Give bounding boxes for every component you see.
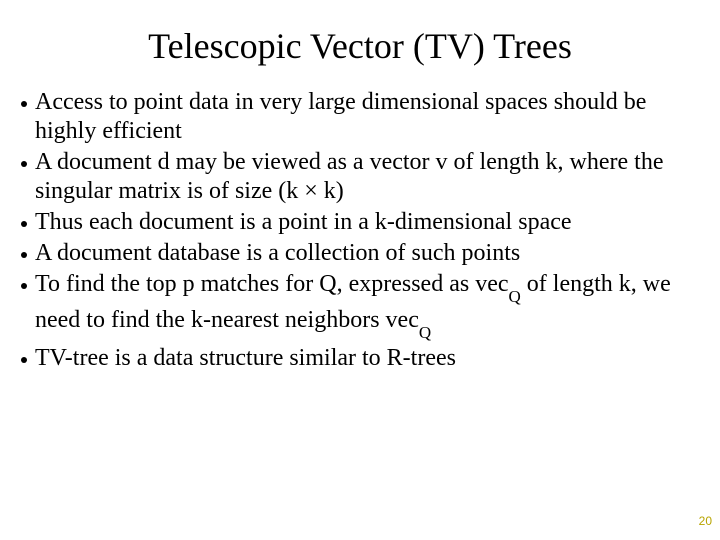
bullet-item	[0, 344, 720, 373]
bullet-item	[0, 270, 720, 342]
subscript-text: Q	[508, 286, 521, 306]
bullet-item	[0, 208, 720, 237]
bullet-text: TV-tree is a data structure similar to R-trees	[35, 344, 456, 371]
bullet-text: To find the top p matches for Q, expressed as vec	[35, 271, 509, 297]
bullet-text: A document d may be viewed as a vector v of length k, where the singular matrix is of size (k × k)	[35, 149, 664, 204]
bullet-icon	[21, 283, 27, 289]
subscript-text: Q	[418, 322, 432, 342]
slide-title: Telescopic Vector (TV) Trees	[148, 26, 572, 66]
bullet-item	[0, 88, 720, 146]
page-number: 20	[698, 514, 712, 528]
bullet-icon	[21, 357, 27, 363]
bullet-item	[0, 239, 720, 268]
bullet-icon	[21, 221, 27, 227]
bullet-text: A document database is a collection of such points	[35, 240, 521, 266]
bullet-icon	[21, 252, 27, 258]
bullet-text: Thus each document is a point in a k-dimensional space	[35, 209, 572, 235]
bullet-list	[0, 88, 720, 375]
bullet-text: of length k, we need to find the k-nearest neighbors vec	[35, 271, 671, 333]
bullet-icon	[21, 101, 27, 107]
bullet-item	[0, 148, 720, 206]
bullet-icon	[21, 161, 27, 167]
bullet-text: Access to point data in very large dimensional spaces should be highly efficient	[35, 89, 647, 144]
